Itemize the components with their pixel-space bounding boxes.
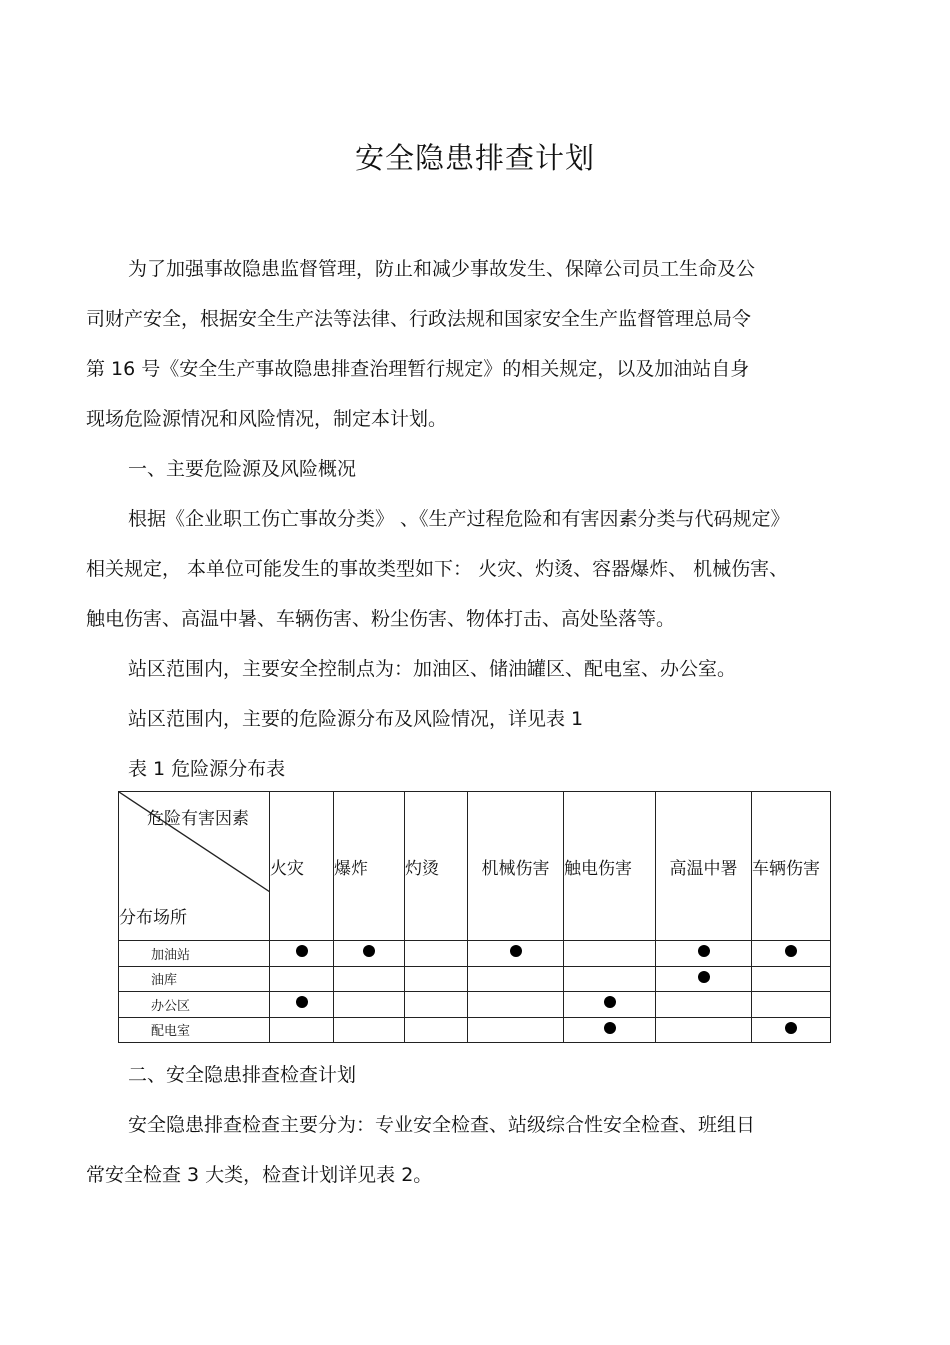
mark-cell: [752, 966, 831, 992]
table1-caption: 表 1 危险源分布表: [128, 758, 286, 780]
column-header: 触电伤害: [564, 792, 656, 941]
column-header: 灼烫: [405, 792, 468, 941]
column-header: 机械伤害: [468, 792, 564, 941]
hazard-mark-dot: [785, 945, 797, 957]
hazard-mark-dot: [510, 945, 522, 957]
hazard-mark-dot: [785, 1022, 797, 1034]
table-row: [119, 966, 831, 992]
table-corner-cell: [119, 792, 270, 941]
corner-label-hazard: 危险有害因素: [147, 809, 249, 829]
section2-line-2: 常安全检查 3 大类，检查计划详见表 2。: [86, 1164, 433, 1186]
column-header: 车辆伤害: [752, 792, 831, 941]
mark-cell: [564, 992, 656, 1018]
hazard-mark-dot: [363, 945, 375, 957]
mark-cell: [334, 941, 405, 967]
hazard-mark-dot: [604, 1022, 616, 1034]
column-header: 火灾: [270, 792, 334, 941]
mark-cell: [468, 1017, 564, 1043]
mark-cell: [334, 966, 405, 992]
mark-cell: [656, 992, 752, 1018]
mark-cell: [405, 992, 468, 1018]
mark-cell: [564, 966, 656, 992]
hazard-mark-dot: [296, 945, 308, 957]
mark-cell: [270, 1017, 334, 1043]
page-title: 安全隐患排查计划: [354, 141, 595, 175]
section1-heading: 一、主要危险源及风险概况: [128, 458, 357, 480]
intro-line-1: 为了加强事故隐患监督管理，防止和减少事故发生、保障公司员工生命及公: [128, 258, 756, 280]
section2-line-1: 安全隐患排查检查主要分为：专业安全检查、站级综合性安全检查、班组日: [128, 1114, 756, 1136]
mark-cell: [564, 941, 656, 967]
intro-line-4: 现场危险源情况和风险情况，制定本计划。: [86, 408, 448, 430]
mark-cell: [468, 966, 564, 992]
column-header: 爆炸: [334, 792, 405, 941]
table-header-row: [119, 792, 831, 941]
mark-cell: [656, 966, 752, 992]
mark-cell: [752, 1017, 831, 1043]
hazard-mark-dot: [698, 971, 710, 983]
intro-line-3: 第 16 号《安全生产事故隐患排查治理暂行规定》的相关规定，以及加油站自身: [86, 358, 750, 380]
row-place: 配电室: [119, 1017, 270, 1043]
section1-line-1: 根据《企业职工伤亡事故分类》 、《生产过程危险和有害因素分类与代码规定》: [128, 508, 790, 530]
mark-cell: [752, 992, 831, 1018]
table-row: [119, 992, 831, 1018]
mark-cell: [468, 992, 564, 1018]
row-place: 加油站: [119, 941, 270, 967]
section2-heading: 二、安全隐患排查检查计划: [128, 1064, 357, 1086]
section1-line-3: 触电伤害、高温中暑、车辆伤害、粉尘伤害、物体打击、高处坠落等。: [86, 608, 676, 630]
mark-cell: [656, 941, 752, 967]
hazard-mark-dot: [604, 996, 616, 1008]
corner-label-location: 分布场所: [119, 908, 187, 928]
table-row: [119, 941, 831, 967]
row-place: 办公区: [119, 992, 270, 1018]
section1-line-4: 站区范围内，主要安全控制点为：加油区、储油罐区、配电室、办公室。: [128, 658, 737, 680]
mark-cell: [405, 1017, 468, 1043]
mark-cell: [334, 992, 405, 1018]
intro-line-2: 司财产安全，根据安全生产法等法律、行政法规和国家安全生产监督管理总局令: [86, 308, 752, 330]
mark-cell: [405, 966, 468, 992]
hazard-distribution-table: [118, 791, 831, 1043]
section1-line-5: 站区范围内，主要的危险源分布及风险情况，详见表 1: [128, 708, 584, 730]
hazard-mark-dot: [698, 945, 710, 957]
hazard-mark-dot: [296, 996, 308, 1008]
mark-cell: [564, 1017, 656, 1043]
mark-cell: [468, 941, 564, 967]
mark-cell: [752, 941, 831, 967]
mark-cell: [270, 992, 334, 1018]
mark-cell: [656, 1017, 752, 1043]
row-place: 油库: [119, 966, 270, 992]
mark-cell: [334, 1017, 405, 1043]
column-header: 高温中署: [656, 792, 752, 941]
mark-cell: [405, 941, 468, 967]
mark-cell: [270, 966, 334, 992]
section1-line-2: 相关规定， 本单位可能发生的事故类型如下： 火灾、灼烫、容器爆炸、 机械伤害、: [86, 558, 789, 580]
mark-cell: [270, 941, 334, 967]
table-row: [119, 1017, 831, 1043]
